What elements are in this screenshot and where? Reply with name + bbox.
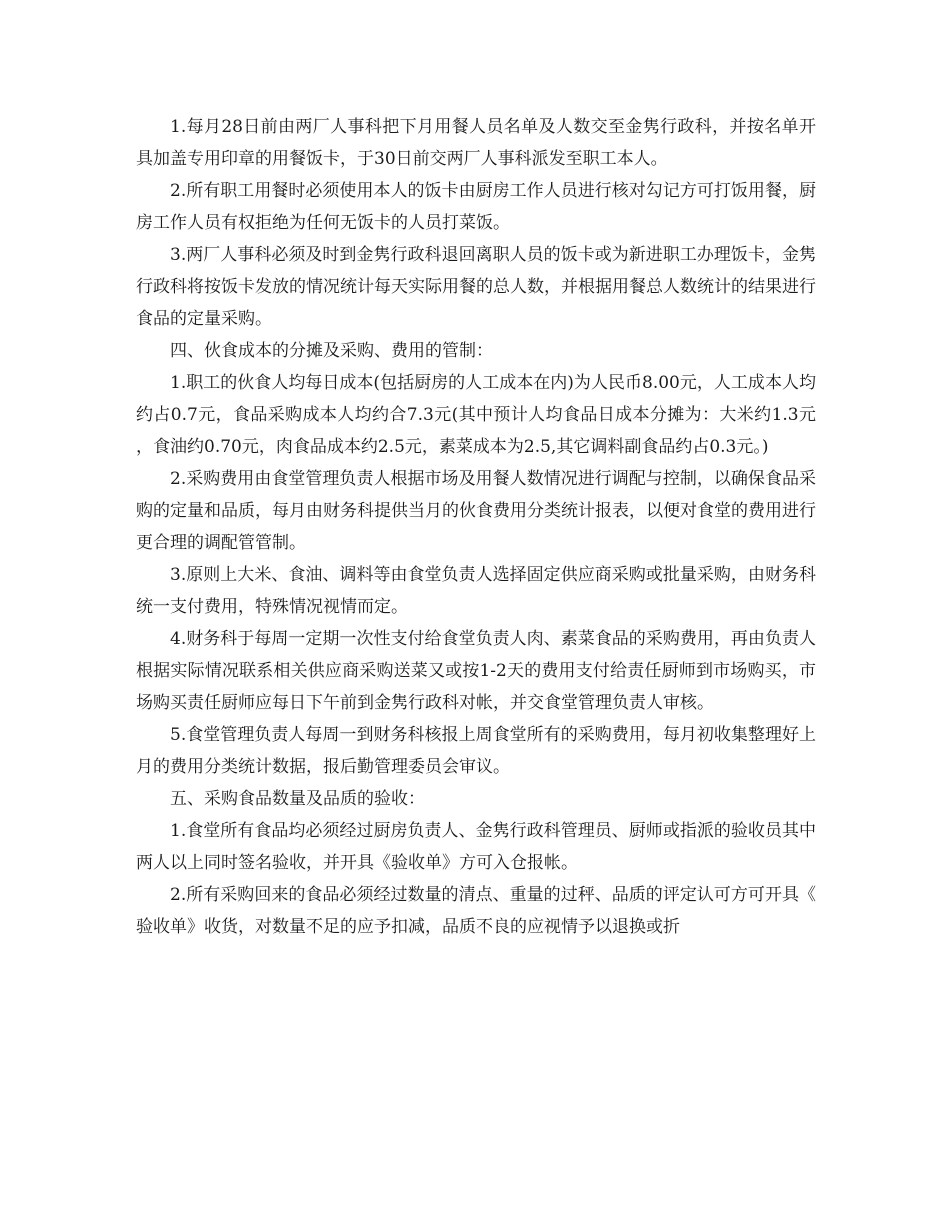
paragraph-item: 1.职工的伙食人均每日成本(包括厨房的人工成本在内)为人民币8.00元，人工成本人均约占0.7元，食品采购成本人均约合7.3元(其中预计人均食品日成本分摊为：大米约1.3元，食油约0.70元，肉食品成本约2.5元，素菜成本为2.5,其它调料副食品约占0.3元。) bbox=[136, 373, 816, 457]
paragraph-item: 3.两厂人事科必须及时到金隽行政科退回离职人员的饭卡或为新进职工办理饭卡，金隽行政科将按饭卡发放的情况统计每天实际用餐的总人数，并根据用餐总人数统计的结果进行食品的定量采购。 bbox=[136, 245, 816, 329]
paragraph-item: 5.食堂管理负责人每周一到财务科核报上周食堂所有的采购费用，每月初收集整理好上月的费用分类统计数据，报后勤管理委员会审议。 bbox=[136, 725, 816, 777]
paragraph-item: 2.所有职工用餐时必须使用本人的饭卡由厨房工作人员进行核对勾记方可打饭用餐，厨房工作人员有权拒绝为任何无饭卡的人员打菜饭。 bbox=[136, 181, 816, 233]
paragraph-item: 1.食堂所有食品均必须经过厨房负责人、金隽行政科管理员、厨师或指派的验收员其中两人以上同时签名验收，并开具《验收单》方可入仓报帐。 bbox=[136, 821, 816, 873]
paragraph-item: 4.财务科于每周一定期一次性支付给食堂负责人肉、素菜食品的采购费用，再由负责人根据实际情况联系相关供应商采购送菜又或按1-2天的费用支付给责任厨师到市场购买，市场购买责任厨师应每日下午前到金隽行政科对帐，并交食堂管理负责人审核。 bbox=[136, 629, 816, 713]
paragraph-item: 3.原则上大米、食油、调料等由食堂负责人选择固定供应商采购或批量采购，由财务科统一支付费用，特殊情况视情而定。 bbox=[136, 565, 816, 617]
paragraph-item: 2.所有采购回来的食品必须经过数量的清点、重量的过秤、品质的评定认可方可开具《验收单》收货，对数量不足的应予扣减，品质不良的应视情予以退换或折 bbox=[136, 885, 816, 937]
section-heading: 五、采购食品数量及品质的验收： bbox=[170, 789, 425, 809]
paragraph-item: 2.采购费用由食堂管理负责人根据市场及用餐人数情况进行调配与控制，以确保食品采购的定量和品质，每月由财务科提供当月的伙食费用分类统计报表，以便对食堂的费用进行更合理的调配管管制。 bbox=[136, 469, 816, 553]
section-heading: 四、伙食成本的分摊及采购、费用的管制： bbox=[170, 341, 493, 361]
document-body bbox=[136, 111, 816, 943]
paragraph-item: 1.每月28日前由两厂人事科把下月用餐人员名单及人数交至金隽行政科，并按名单开具加盖专用印章的用餐饭卡，于30日前交两厂人事科派发至职工本人。 bbox=[136, 117, 816, 169]
